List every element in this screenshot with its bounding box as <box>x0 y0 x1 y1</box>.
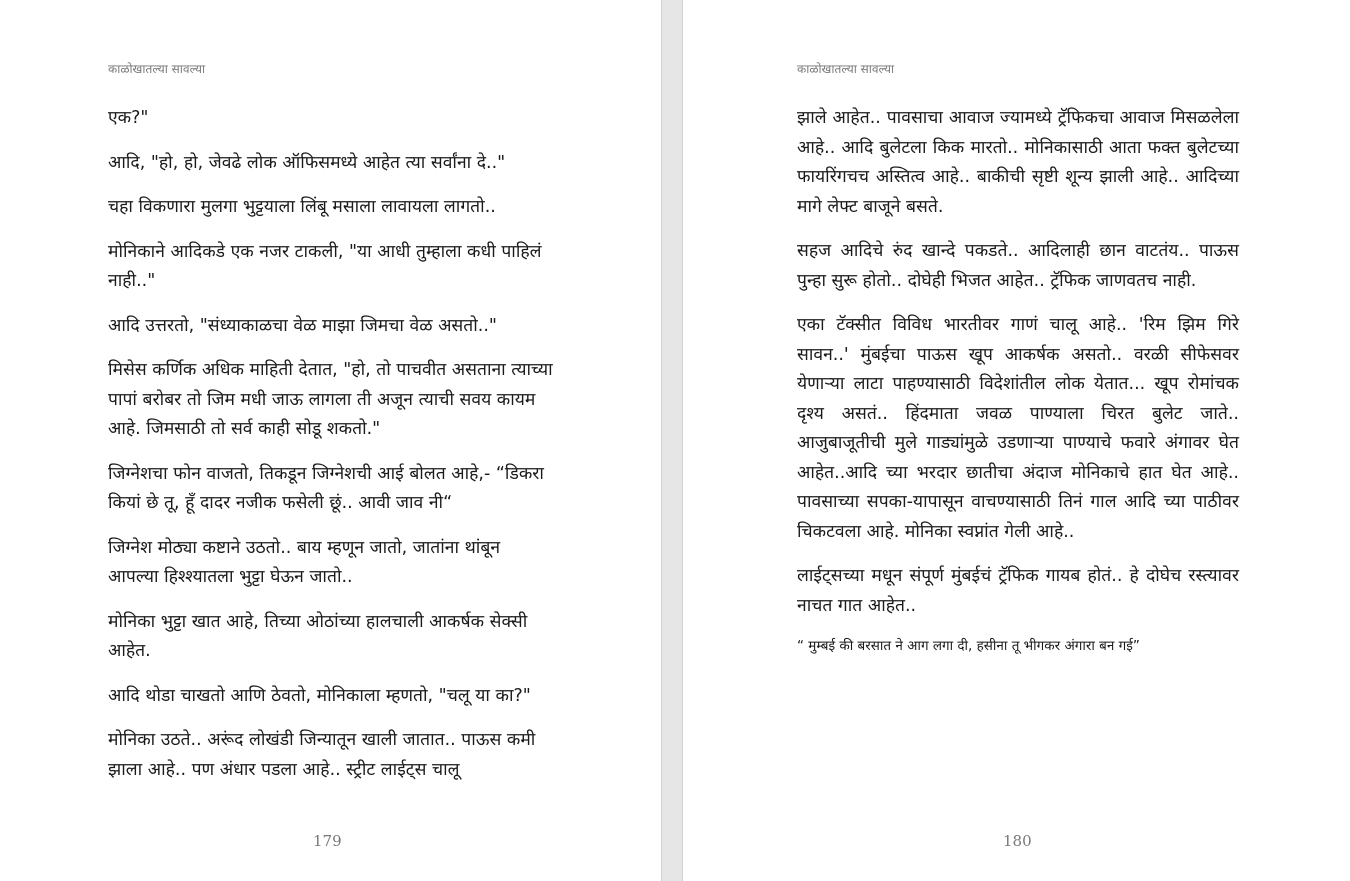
right-page-body <box>797 104 1239 671</box>
running-head-right: काळोखातल्या सावल्या <box>797 62 895 76</box>
paragraph: एक?" <box>108 108 149 128</box>
page-number-right: 180 <box>1003 832 1032 850</box>
paragraph: एका टॅक्सीत विविध भारतीवर गाणं चालू आहे.. 'रिम झिम गिरे सावन..' मुंबईचा पाऊस खूप आकर्षक असतो.. वरळी सीफेसवर येणाऱ्या लाटा पाहण्यासाठी विदेशांतील लोक येतात... खूप रोमांचक दृश्य असतं.. हिंदमाता जवळ पाण्याला चिरत बुलेट जाते.. आजुबाजूतीची मुले गाड्यांमुळे उडणाऱ्या पाण्याचे फवारे अंगावर घेत आहेत..आदि च्या भरदार छातीचा अंदाज मोनिकाचे हात घेत आहे.. पावसाच्या सपका-यापासून वाचण्यासाठी तिनं गाल आदि च्या पाठीवर चिकटवला आहे. मोनिका स्वप्नांत गेली आहे.. <box>797 315 1239 542</box>
running-head-left: काळोखातल्या सावल्या <box>108 62 206 76</box>
paragraph: सहज आदिचे रुंद खान्दे पकडते.. आदिलाही छान वाटतंय.. पाऊस पुन्हा सुरू होतो.. दोघेही भिजत आहेत.. ट्रॅफिक जाणवतच नाही. <box>797 241 1239 291</box>
paragraph: मोनिकाने आदिकडे एक नजर टाकली, "या आधी तुम्हाला कधी पाहिलं नाही.." <box>108 241 542 291</box>
paragraph: आदि उत्तरतो, "संध्याकाळचा वेळ माझा जिमचा वेळ असतो.." <box>108 315 497 336</box>
book-gutter <box>661 0 683 881</box>
left-page <box>0 0 661 881</box>
paragraph: मोनिका भुट्टा खात आहे, तिच्या ओठांच्या हालचाली आकर्षक सेक्सी आहेत. <box>108 611 528 661</box>
page-number-left: 179 <box>313 832 342 850</box>
right-page <box>683 0 1350 881</box>
paragraph: चहा विकणारा मुलगा भुट्टयाला लिंबू मसाला लावायला लागतो.. <box>108 197 496 217</box>
paragraph: झाले आहेत.. पावसाचा आवाज ज्यामध्ये ट्रॅफिकचा आवाज मिसळलेला आहे.. आदि बुलेटला किक मारतो.. मोनिकासाठी आता फक्त बुलेटच्या फायरिंगचच अस्तित्व आहे.. बाकीची सृष्टी शून्य झाली आहे.. आदिच्या मागे लेफ्ट बाजूने बसते. <box>797 108 1239 217</box>
paragraph: आदि, "हो, हो, जेवढे लोक ऑफिसमध्ये आहेत त्या सर्वांना दे.." <box>108 152 506 173</box>
left-page-body <box>108 104 553 800</box>
paragraph: लाईट्सच्या मधून संपूर्ण मुंबईचं ट्रॅफिक गायब होतं.. हे दोघेच रस्त्यावर नाचत गात आहेत.. <box>797 566 1239 616</box>
paragraph: आदि थोडा चाखतो आणि ठेवतो, मोनिकाला म्हणतो, "चलू या का?" <box>108 685 531 706</box>
paragraph: मिसेस कर्णिक अधिक माहिती देतात, "हो, तो पाचवीत असताना त्याच्या पापां बरोबर तो जिम मधी जाऊ लागला ती अजून त्याची सवय कायम आहे. जिमसाठी तो सर्व काही सोडू शकतो." <box>108 360 553 439</box>
paragraph: जिग्नेश मोठ्या कष्टाने उठतो.. बाय म्हणून जातो, जातांना थांबून आपल्या हिश्श्यातला भुट्टा घेऊन जातो.. <box>108 537 501 587</box>
paragraph: मोनिका उठते.. अरूंद लोखंडी जिन्यातून खाली जातात.. पाऊस कमी झाला आहे.. पण अंधार पडला आहे.. स्ट्रीट लाईट्स चालू <box>108 730 536 780</box>
song-quote: “ मुम्बई की बरसात ने आग लगा दी, हसीना तू भीगकर अंगारा बन गई” <box>797 638 1140 654</box>
paragraph: जिग्नेशचा फोन वाजतो, तिकडून जिग्नेशची आई बोलत आहे,- “डिकरा कियां छे तू, हूँ दादर नजीक फसेली छूं.. आवी जाव नी“ <box>108 463 544 513</box>
